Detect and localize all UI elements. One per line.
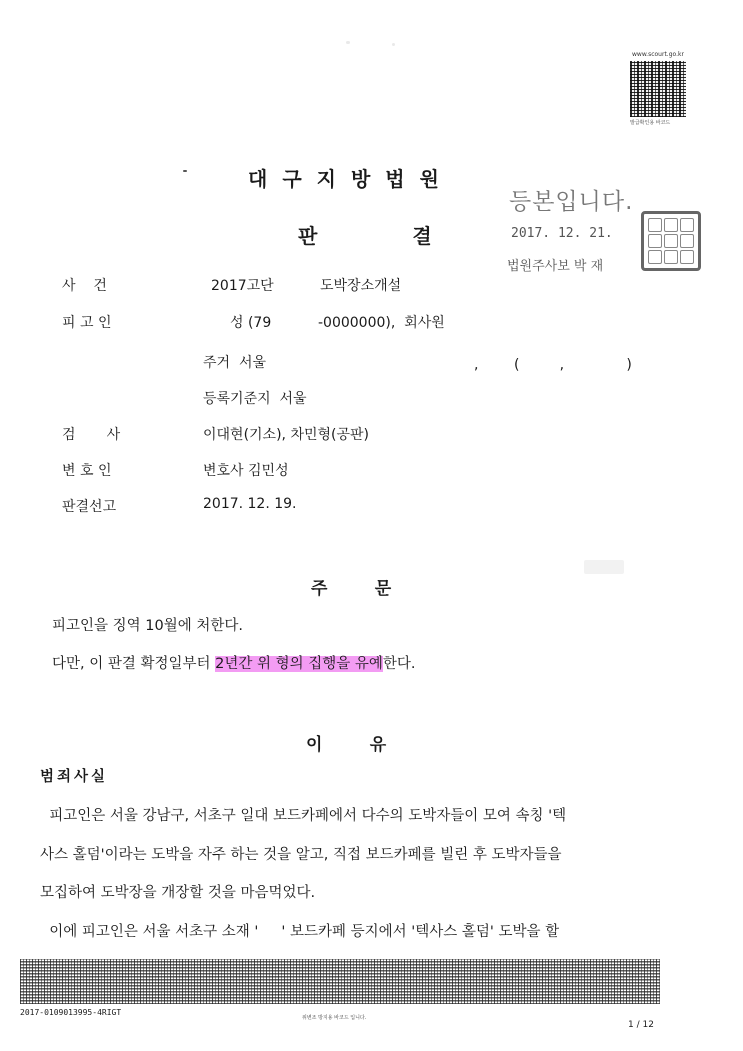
facts-line: 모집하여 도박장을 개장할 것을 마음먹었다. <box>40 885 316 901</box>
counsel-value: 변호사 김민성 <box>203 463 289 479</box>
anti-forgery-barcode <box>20 959 660 1004</box>
scan-speck <box>584 560 624 574</box>
court-clerk: 법원주사보 박 재 <box>507 259 604 274</box>
certified-copy-stamp: 등본입니다. <box>509 189 634 215</box>
counsel-label: 변 호 인 <box>62 463 112 479</box>
court-seal-icon <box>641 211 701 271</box>
ruling-probation-suffix: 한다. <box>382 656 416 672</box>
page-indicator: 1 / 12 <box>628 1020 654 1030</box>
verification-barcode <box>630 61 686 117</box>
certified-copy-date: 2017. 12. 21. <box>511 226 613 241</box>
ruling-sentence: 피고인을 징역 10월에 처한다. <box>52 618 243 634</box>
defendant-id: -0000000), 회사원 <box>318 315 445 331</box>
barcode-url: www.scourt.go.kr <box>632 51 684 58</box>
defendant-name: 성 (79 <box>230 315 272 331</box>
prosecutor-value: 이대현(기소), 차민형(공판) <box>203 427 369 443</box>
scan-speck <box>183 170 187 172</box>
case-name: 도박장소개설 <box>320 278 402 294</box>
facts-line: 피고인은 서울 강남구, 서초구 일대 보드카페에서 다수의 도박자들이 모여 속칭 '텍 <box>40 808 567 824</box>
court-name: 대구지방법원 <box>248 167 454 191</box>
facts-line: 이에 피고인은 서울 서초구 소재 ' ' 보드카페 등지에서 '텍사스 홀덤' 도박을 할 <box>40 924 560 940</box>
ruling-probation <box>52 652 415 673</box>
case-number: 2017고단 <box>211 278 274 294</box>
defendant-label: 피 고 인 <box>62 315 112 331</box>
verdict-date-label: 판결선고 <box>62 499 117 515</box>
scan-speck <box>392 43 395 46</box>
barcode-caption: 발급확인용 바코드 <box>630 120 671 126</box>
prosecutor-label: 검 사 <box>62 427 121 443</box>
document-number: 2017-0109013995-4RIGT <box>20 1008 122 1017</box>
ruling-title: 주 문 <box>311 579 392 599</box>
forgery-notice: 위변조 방지용 바코드 입니다. <box>302 1015 367 1021</box>
ruling-probation-prefix: 다만, 이 판결 확정일부터 <box>52 656 216 672</box>
reasons-title: 이 유 <box>306 735 387 755</box>
document-title: 판결 <box>298 224 527 248</box>
case-label: 사 건 <box>62 278 107 294</box>
address-detail: , ( , ) <box>474 357 632 373</box>
verdict-date-value: 2017. 12. 19. <box>203 496 297 512</box>
facts-line: 사스 홀덤'이라는 도박을 자주 하는 것을 알고, 직접 보드카페를 빌린 후 도박자들을 <box>40 847 562 863</box>
highlighted-probation-term: 2년간 위 형의 집행을 유예 <box>215 656 383 672</box>
crime-facts-heading: 범죄사실 <box>40 769 109 785</box>
registry-address: 등록기준지 서울 <box>203 391 307 407</box>
address: 주거 서울 <box>203 355 266 371</box>
scan-speck <box>346 41 350 44</box>
